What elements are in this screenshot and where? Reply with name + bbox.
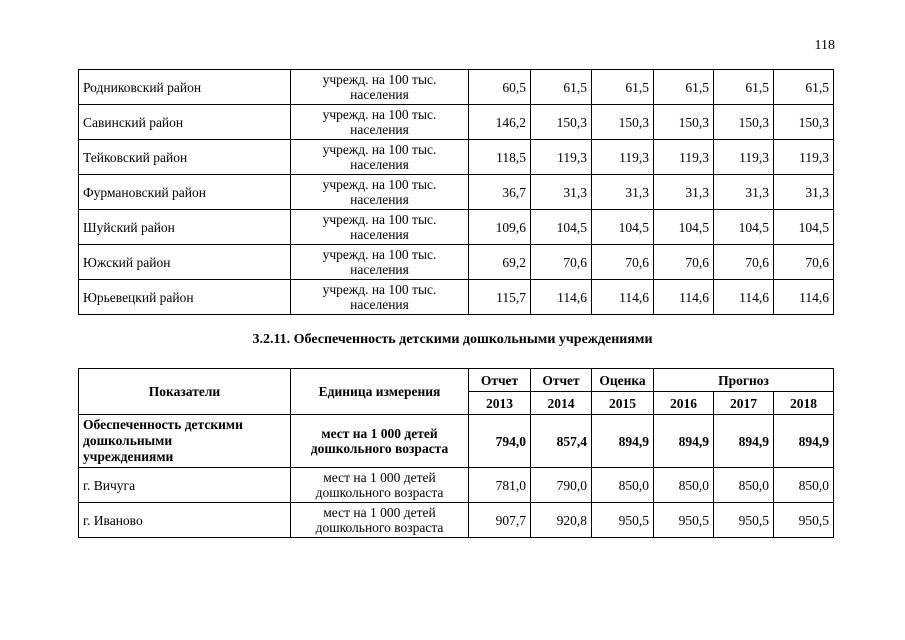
unit-cell <box>291 503 469 538</box>
value-cell: 790,0 <box>531 468 592 503</box>
unit-line: населения <box>350 192 409 207</box>
value-cell: 36,7 <box>469 175 531 210</box>
value-cell: 150,3 <box>654 105 714 140</box>
value-cell: 114,6 <box>774 280 834 315</box>
table-row <box>79 210 834 245</box>
table-row <box>79 468 834 503</box>
table-row <box>79 175 834 210</box>
value-cell: 109,6 <box>469 210 531 245</box>
value-cell: 70,6 <box>531 245 592 280</box>
district-name: Юрьевецкий район <box>79 280 291 315</box>
unit-line: населения <box>350 262 409 277</box>
value-cell: 104,5 <box>714 210 774 245</box>
unit-line: учрежд. на 100 тыс. <box>322 212 437 227</box>
unit-line: дошкольного возраста <box>315 520 444 535</box>
unit-cell <box>291 468 469 503</box>
value-cell: 60,5 <box>469 70 531 105</box>
value-cell: 781,0 <box>469 468 531 503</box>
value-cell: 31,3 <box>654 175 714 210</box>
indicator-name-line: Обеспеченность детскими <box>83 417 243 432</box>
unit-line: населения <box>350 227 409 242</box>
header-indicator: Показатели <box>79 369 291 415</box>
district-name: Южский район <box>79 245 291 280</box>
value-cell: 114,6 <box>592 280 654 315</box>
unit-line: мест на 1 000 детей <box>323 505 436 520</box>
unit-cell <box>291 280 469 315</box>
value-cell: 61,5 <box>531 70 592 105</box>
district-name: Родниковский район <box>79 70 291 105</box>
unit-line: мест на 1 000 детей <box>323 470 436 485</box>
value-cell: 894,9 <box>774 415 834 468</box>
value-cell: 119,3 <box>531 140 592 175</box>
unit-cell <box>291 105 469 140</box>
value-cell: 150,3 <box>714 105 774 140</box>
value-cell: 119,3 <box>714 140 774 175</box>
table-row <box>79 70 834 105</box>
unit-cell <box>291 175 469 210</box>
value-cell: 794,0 <box>469 415 531 468</box>
value-cell: 119,3 <box>654 140 714 175</box>
district-table <box>78 69 834 315</box>
value-cell: 70,6 <box>592 245 654 280</box>
unit-line: населения <box>350 87 409 102</box>
unit-line: учрежд. на 100 тыс. <box>322 142 437 157</box>
value-cell: 31,3 <box>531 175 592 210</box>
value-cell: 31,3 <box>592 175 654 210</box>
page-number: 118 <box>814 38 835 53</box>
value-cell: 69,2 <box>469 245 531 280</box>
city-name: г. Вичуга <box>79 468 291 503</box>
value-cell: 104,5 <box>654 210 714 245</box>
value-cell: 119,3 <box>592 140 654 175</box>
value-cell: 70,6 <box>654 245 714 280</box>
table-row <box>79 280 834 315</box>
unit-line: учрежд. на 100 тыс. <box>322 72 437 87</box>
value-cell: 114,6 <box>531 280 592 315</box>
unit-line: населения <box>350 122 409 137</box>
unit-line: дошкольного возраста <box>310 441 449 456</box>
indicator-name-line: учреждениями <box>83 449 174 464</box>
district-name: Савинский район <box>79 105 291 140</box>
value-cell: 104,5 <box>531 210 592 245</box>
value-cell: 850,0 <box>654 468 714 503</box>
value-cell: 61,5 <box>774 70 834 105</box>
header-year: 2017 <box>714 392 774 415</box>
value-cell: 70,6 <box>774 245 834 280</box>
value-cell: 146,2 <box>469 105 531 140</box>
unit-cell <box>291 70 469 105</box>
unit-line: населения <box>350 297 409 312</box>
value-cell: 118,5 <box>469 140 531 175</box>
unit-cell <box>291 140 469 175</box>
value-cell: 894,9 <box>654 415 714 468</box>
value-cell: 850,0 <box>774 468 834 503</box>
table-row <box>79 415 834 468</box>
value-cell: 119,3 <box>774 140 834 175</box>
header-year: 2014 <box>531 392 592 415</box>
value-cell: 857,4 <box>531 415 592 468</box>
table-row <box>79 245 834 280</box>
section-caption: 3.2.11. Обеспеченность детскими дошкольными учреждениями <box>252 332 653 347</box>
value-cell: 907,7 <box>469 503 531 538</box>
unit-line: учрежд. на 100 тыс. <box>322 177 437 192</box>
district-name: Фурмановский район <box>79 175 291 210</box>
value-cell: 61,5 <box>592 70 654 105</box>
header-report-2: Отчет <box>531 369 592 392</box>
unit-line: дошкольного возраста <box>315 485 444 500</box>
unit-cell <box>291 245 469 280</box>
value-cell: 950,5 <box>774 503 834 538</box>
value-cell: 114,6 <box>654 280 714 315</box>
table-row <box>79 105 834 140</box>
value-cell: 114,6 <box>714 280 774 315</box>
header-report-1: Отчет <box>469 369 531 392</box>
value-cell: 115,7 <box>469 280 531 315</box>
city-name: г. Иваново <box>79 503 291 538</box>
district-name: Шуйский район <box>79 210 291 245</box>
value-cell: 31,3 <box>714 175 774 210</box>
unit-line: мест на 1 000 детей <box>321 426 438 441</box>
value-cell: 920,8 <box>531 503 592 538</box>
header-estimate: Оценка <box>592 369 654 392</box>
indicator-name-line: дошкольными <box>83 433 173 448</box>
value-cell: 950,5 <box>654 503 714 538</box>
unit-line: учрежд. на 100 тыс. <box>322 282 437 297</box>
unit-cell <box>291 415 469 468</box>
value-cell: 850,0 <box>592 468 654 503</box>
header-forecast: Прогноз <box>654 369 834 392</box>
value-cell: 894,9 <box>592 415 654 468</box>
unit-line: населения <box>350 157 409 172</box>
value-cell: 150,3 <box>774 105 834 140</box>
unit-cell <box>291 210 469 245</box>
unit-line: учрежд. на 100 тыс. <box>322 247 437 262</box>
value-cell: 61,5 <box>714 70 774 105</box>
value-cell: 850,0 <box>714 468 774 503</box>
district-name: Тейковский район <box>79 140 291 175</box>
header-unit: Единица измерения <box>291 369 469 415</box>
header-year: 2015 <box>592 392 654 415</box>
table-row <box>79 503 834 538</box>
value-cell: 61,5 <box>654 70 714 105</box>
value-cell: 150,3 <box>592 105 654 140</box>
value-cell: 894,9 <box>714 415 774 468</box>
value-cell: 31,3 <box>774 175 834 210</box>
value-cell: 950,5 <box>592 503 654 538</box>
preschool-table <box>78 368 834 538</box>
value-cell: 104,5 <box>774 210 834 245</box>
unit-line: учрежд. на 100 тыс. <box>322 107 437 122</box>
header-year: 2016 <box>654 392 714 415</box>
value-cell: 150,3 <box>531 105 592 140</box>
header-year: 2013 <box>469 392 531 415</box>
value-cell: 104,5 <box>592 210 654 245</box>
value-cell: 950,5 <box>714 503 774 538</box>
table-row <box>79 140 834 175</box>
header-year: 2018 <box>774 392 834 415</box>
indicator-name <box>79 415 291 468</box>
value-cell: 70,6 <box>714 245 774 280</box>
